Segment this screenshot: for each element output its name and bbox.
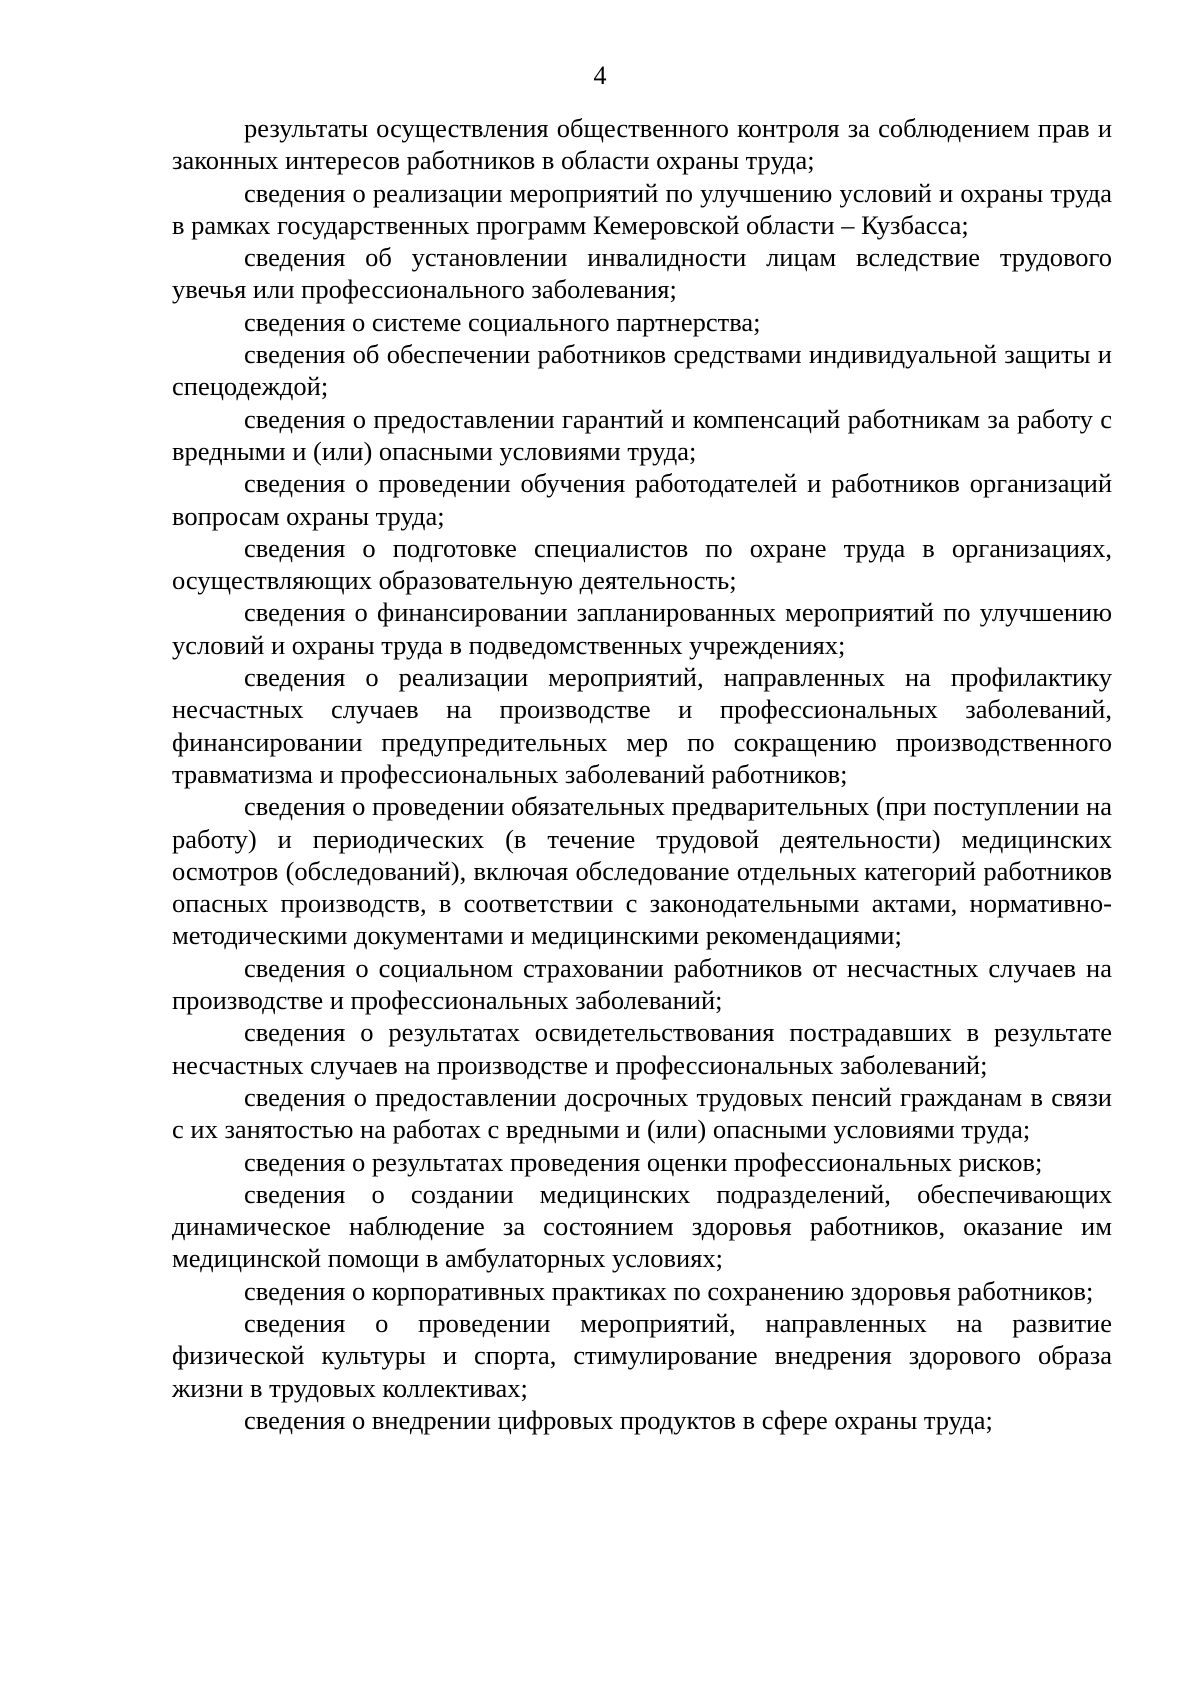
paragraph: сведения об установлении инвалидности лицам вследствие трудового увечья или профессионального заболевания; xyxy=(172,242,1112,305)
paragraph: сведения о социальном страховании работников от несчастных случаев на производстве и профессиональных заболеваний; xyxy=(172,952,1112,1016)
paragraph: сведения о подготовке специалистов по охране труда в организациях, осуществляющих образовательную деятельность; xyxy=(172,532,1112,596)
paragraph: сведения о предоставлении гарантий и компенсаций работникам за работу с вредными и (или) опасными условиями труда; xyxy=(172,403,1112,466)
paragraph: сведения о проведении обязательных предварительных (при поступлении на работу) и периодических (в течение трудовой деятельности) медицинских осмотров (обследований), включая обследование отдельных категорий работников опасных производств, в соответствии с законодательными актами, нормативно-методическими документами и медицинскими рекомендациями; xyxy=(172,791,1112,951)
paragraph: сведения о системе социального партнерства; xyxy=(244,306,761,337)
paragraph: сведения о внедрении цифровых продуктов в сфере охраны труда; xyxy=(244,1404,993,1435)
paragraph: сведения о проведении мероприятий, направленных на развитие физической культуры и спорта, стимулирование внедрения здорового образа жизни в трудовых коллективах; xyxy=(172,1307,1112,1403)
paragraph: сведения об обеспечении работников средствами индивидуальной защиты и спецодеждой; xyxy=(172,339,1112,402)
paragraph: сведения о корпоративных практиках по сохранению здоровья работников; xyxy=(244,1275,1094,1306)
paragraph: сведения о реализации мероприятий, направленных на профилактику несчастных случаев на производстве и профессиональных заболеваний, финансировании предупредительных мер по сокращению производственного травматизма и профессиональных заболеваний работников; xyxy=(172,662,1112,789)
paragraph: сведения о результатах проведения оценки профессиональных рисков; xyxy=(244,1146,1043,1177)
paragraph: результаты осуществления общественного контроля за соблюдением прав и законных интересов работников в области охраны труда; xyxy=(172,113,1112,176)
paragraph: сведения о реализации мероприятий по улучшению условий и охраны труда в рамках государственных программ Кемеровской области – Кузбасса; xyxy=(172,177,1112,240)
paragraph: сведения о создании медицинских подразделений, обеспечивающих динамическое наблюдение за состоянием здоровья работников, оказание им медицинской помощи в амбулаторных условиях; xyxy=(172,1178,1112,1274)
paragraph: сведения о финансировании запланированных мероприятий по улучшению условий и охраны труда в подведомственных учреждениях; xyxy=(172,597,1112,660)
document-body xyxy=(172,112,1112,1436)
paragraph: сведения о результатах освидетельствования пострадавших в результате несчастных случаев на производстве и профессиональных заболеваний; xyxy=(172,1017,1112,1080)
paragraph: сведения о предоставлении досрочных трудовых пенсий гражданам в связи с их занятостью на работах с вредными и (или) опасными условиями труда; xyxy=(172,1081,1112,1145)
page-number: 4 xyxy=(593,61,607,90)
paragraph: сведения о проведении обучения работодателей и работников организаций вопросам охраны труда; xyxy=(172,468,1112,531)
